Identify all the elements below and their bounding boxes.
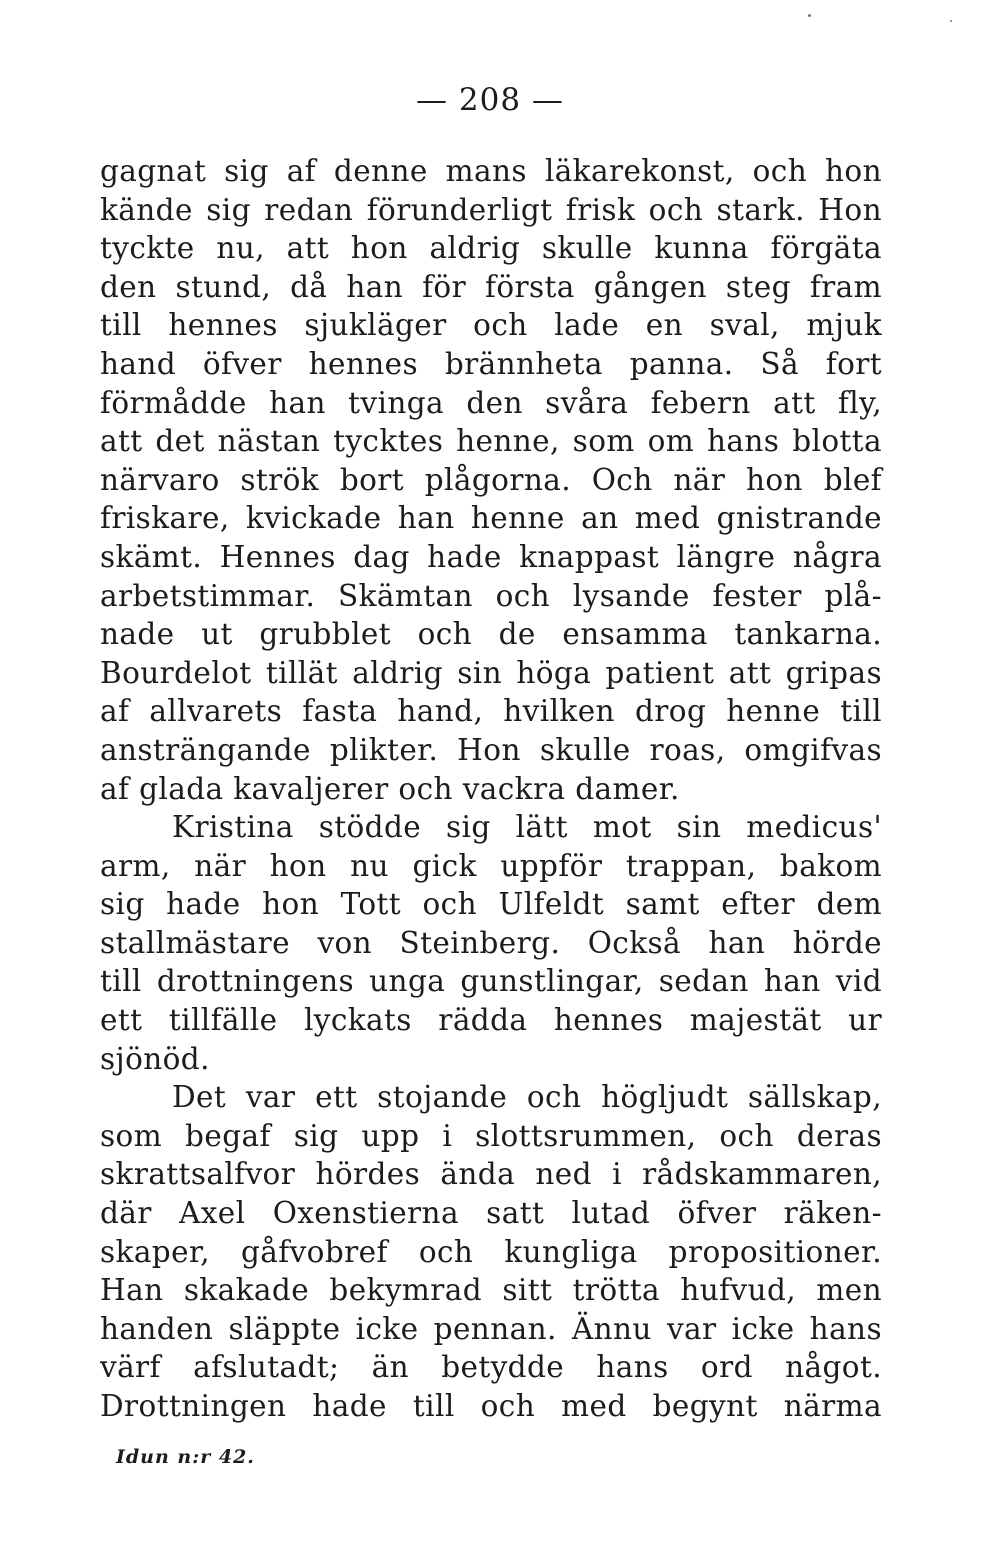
text-line: till hennes sjukläger och lade en sval, mjuk bbox=[100, 308, 882, 343]
text-line: stallmästare von Steinberg. Också han hörde bbox=[100, 925, 882, 960]
text-line: förmådde han tvinga den svåra febern att fly, bbox=[100, 385, 882, 420]
text-line: som begaf sig upp i slottsrummen, och deras bbox=[100, 1118, 882, 1153]
text-line: skrattsalfvor hördes ända ned i rådskammaren, bbox=[100, 1157, 882, 1192]
page-number: — 208 — bbox=[416, 82, 564, 118]
text-line: att det nästan tycktes henne, som om hans blotta bbox=[100, 424, 882, 459]
text-line: friskare, kvickade han henne an med gnistrande bbox=[100, 501, 882, 536]
text-line: Han skakade bekymrad sitt trötta hufvud, men bbox=[100, 1273, 882, 1308]
signature-mark: Idun n:r 42. bbox=[116, 1446, 255, 1468]
text-line: Drottningen hade till och med begynt närma bbox=[100, 1389, 882, 1423]
text-line: skaper, gåfvobref och kungliga propositioner. bbox=[100, 1234, 882, 1269]
print-speck bbox=[808, 14, 811, 17]
text-line: gagnat sig af denne mans läkarekonst, och hon bbox=[100, 154, 882, 188]
text-line: handen släppte icke pennan. Ännu var icke hans bbox=[100, 1311, 882, 1346]
text-line: den stund, då han för första gången steg fram bbox=[100, 269, 882, 304]
text-line: närvaro strök bort plågorna. Och när hon blef bbox=[100, 462, 882, 497]
text-line: af glada kavaljerer och vackra damer. bbox=[100, 771, 680, 806]
text-line: arm, när hon nu gick uppför trappan, bakom bbox=[100, 848, 882, 883]
text-line: ansträngande plikter. Hon skulle roas, omgifvas bbox=[100, 732, 882, 767]
text-line: af allvarets fasta hand, hvilken drog henne till bbox=[100, 694, 882, 729]
text-line: värf afslutadt; än betydde hans ord något. bbox=[100, 1350, 882, 1385]
print-speck bbox=[950, 20, 952, 22]
text-line: arbetstimmar. Skämtan och lysande fester plå- bbox=[100, 578, 882, 613]
text-line: där Axel Oxenstierna satt lutad öfver räken- bbox=[100, 1196, 882, 1231]
text-line: sig hade hon Tott och Ulfeldt samt efter dem bbox=[100, 887, 882, 922]
text-line: Bourdelot tillät aldrig sin höga patient att gripas bbox=[100, 655, 882, 690]
text-line: skämt. Hennes dag hade knappast längre några bbox=[100, 539, 882, 574]
text-line: Det var ett stojande och högljudt sällskap, bbox=[172, 1080, 882, 1115]
text-line: Kristina stödde sig lätt mot sin medicus' bbox=[172, 810, 882, 845]
text-line: tyckte nu, att hon aldrig skulle kunna förgäta bbox=[100, 231, 882, 266]
text-line: till drottningens unga gunstlingar, sedan han vid bbox=[100, 964, 882, 999]
body-text bbox=[100, 152, 882, 1426]
text-line: hand öfver hennes brännheta panna. Så fort bbox=[100, 346, 882, 381]
text-line: nade ut grubblet och de ensamma tankarna. bbox=[100, 617, 882, 652]
text-line: sjönöd. bbox=[100, 1041, 210, 1076]
text-line: kände sig redan förunderligt frisk och stark. Hon bbox=[100, 192, 882, 227]
text-line: ett tillfälle lyckats rädda hennes majestät ur bbox=[100, 1003, 882, 1038]
